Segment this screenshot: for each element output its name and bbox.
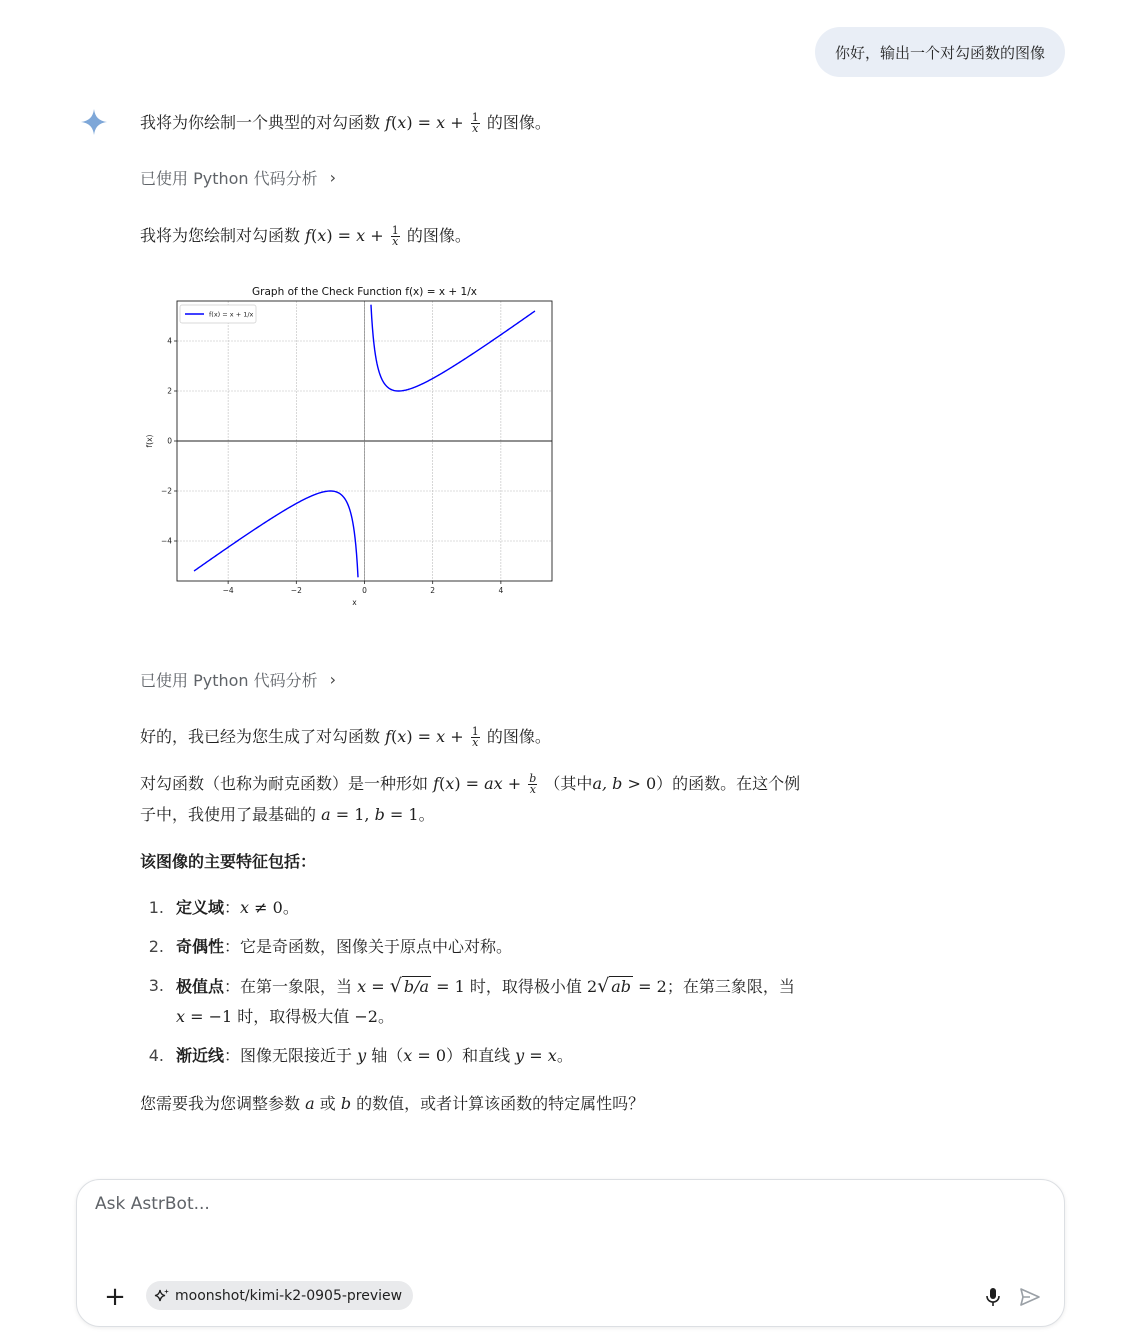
intro-suffix: 的图像。 bbox=[486, 113, 551, 132]
feature-text-c: ；在第三象限，当 bbox=[666, 977, 795, 996]
formula-min-value: 2√ ab = 2 bbox=[586, 975, 667, 997]
formula-ab-positive: a, b > 0 bbox=[592, 774, 657, 793]
formula-general: f(x) = ax + $\frac{b}{x}$ bbox=[433, 772, 537, 796]
add-attachment-button[interactable]: + bbox=[104, 1282, 126, 1312]
formula-y-eq-x: y = x bbox=[515, 1046, 557, 1065]
closing-text-b: 或 bbox=[319, 1094, 336, 1113]
chevron-right-icon: › bbox=[329, 670, 337, 689]
formula-max-value: −2 bbox=[349, 1007, 378, 1026]
feature-text: ：图像无限接近于 bbox=[224, 1046, 353, 1065]
feature-text-b: 时，取得极小值 bbox=[469, 977, 582, 996]
done-text: 好的，我已经为您生成了对勾函数 bbox=[140, 727, 381, 746]
formula-x-ne-0: x ≠ 0 bbox=[240, 898, 283, 917]
list-item bbox=[140, 932, 900, 962]
feature-title: 极值点 bbox=[176, 977, 225, 996]
definition-line-1 bbox=[140, 769, 800, 799]
features-list bbox=[140, 893, 900, 1080]
closing-text-a: 您需要我为您调整参数 bbox=[140, 1094, 301, 1113]
list-number: 2. bbox=[148, 937, 164, 956]
intro2-text: 我将为您绘制对勾函数 bbox=[140, 226, 301, 245]
list-number: 1. bbox=[148, 898, 164, 917]
param-a: a bbox=[305, 1094, 320, 1113]
feature-text-c: ）和直线 bbox=[446, 1046, 511, 1065]
done-suffix: 的图像。 bbox=[486, 727, 551, 746]
legend-label: f(x) = x + 1/x bbox=[209, 310, 254, 319]
user-message-bubble bbox=[815, 27, 1065, 77]
feature-title: 定义域 bbox=[176, 898, 225, 917]
user-message-text: 你好，输出一个对勾函数的图像 bbox=[834, 43, 1045, 62]
feature-title: 渐近线 bbox=[176, 1046, 225, 1065]
reply-done bbox=[140, 722, 551, 752]
features-heading: 该图像的主要特征包括： bbox=[140, 852, 317, 871]
model-selector-chip[interactable] bbox=[146, 1281, 413, 1310]
tool-label: 已使用 Python 代码分析 bbox=[140, 169, 318, 188]
def-prefix: 对勾函数（也称为耐克函数）是一种形如 bbox=[140, 774, 429, 793]
formula-a1-b1: a = 1, b = 1 bbox=[321, 805, 419, 824]
feature-title: 奇偶性 bbox=[176, 937, 225, 956]
model-name: moonshot/kimi-k2-0905-preview bbox=[175, 1287, 403, 1304]
list-item: 3. 极值点：在第一象限，当 x = √ b/a = 1 时，取得极小值 2√ ab = 2；在第三象限，当 x = −1 时，取得极大值 −2。 bbox=[140, 971, 900, 1032]
formula-x-eq-0: x = 0 bbox=[403, 1046, 447, 1065]
definition-line-2 bbox=[140, 800, 435, 830]
chat-input-box[interactable] bbox=[76, 1179, 1065, 1327]
chat-input-field[interactable]: Ask AstrBot... bbox=[95, 1194, 210, 1214]
list-item: 1. 定义域：x ≠ 0。 bbox=[140, 893, 900, 923]
y-tick-label: 0 bbox=[167, 436, 172, 446]
python-analysis-link-2[interactable] bbox=[140, 668, 336, 691]
x-tick-label: 0 bbox=[362, 586, 367, 595]
y-tick-label: 4 bbox=[167, 336, 172, 346]
def-line2-prefix: 子中，我使用了最基础的 bbox=[140, 805, 317, 824]
list-number: 3. bbox=[148, 976, 164, 995]
formula-x-neg1: x = −1 bbox=[176, 1007, 238, 1026]
reply-intro bbox=[140, 108, 551, 138]
microphone-icon[interactable] bbox=[983, 1286, 1003, 1308]
x-tick-label: 2 bbox=[430, 586, 436, 595]
check-function-chart bbox=[140, 280, 570, 610]
x-tick-label: −4 bbox=[222, 586, 234, 595]
def-line2-suffix: 。 bbox=[418, 805, 435, 824]
formula-fx: f(x) = x + $\frac{1}{x}$ bbox=[385, 111, 479, 135]
y-tick-label: −4 bbox=[160, 536, 172, 546]
send-icon[interactable] bbox=[1019, 1287, 1041, 1307]
intro2-suffix: 的图像。 bbox=[406, 226, 471, 245]
formula-fx-3: f(x) = x + $\frac{1}{x}$ bbox=[385, 725, 479, 749]
param-b: b bbox=[340, 1094, 357, 1113]
chevron-right-icon: › bbox=[329, 168, 337, 187]
closing-question bbox=[140, 1089, 644, 1119]
feature-text-b: 轴（ bbox=[371, 1046, 404, 1065]
formula-fx-2: f(x) = x + $\frac{1}{x}$ bbox=[305, 224, 399, 248]
list-item: 4. 渐近线：图像无限接近于 y 轴（x = 0）和直线 y = x。 bbox=[140, 1041, 900, 1071]
feature-text: ：在第一象限，当 bbox=[224, 977, 353, 996]
reply-intro-2 bbox=[140, 221, 471, 251]
x-tick-label: −2 bbox=[290, 586, 302, 595]
x-tick-label: 4 bbox=[498, 586, 504, 595]
list-number: 4. bbox=[148, 1046, 164, 1065]
feature-text: ： bbox=[224, 898, 241, 917]
formula-y: y bbox=[357, 1046, 372, 1065]
y-axis-label: f(x) bbox=[145, 434, 154, 448]
feature-text-d: 时，取得极大值 bbox=[237, 1007, 350, 1026]
sparkle-icon bbox=[154, 1288, 170, 1304]
y-tick-label: −2 bbox=[160, 486, 172, 496]
y-tick-label: 2 bbox=[167, 386, 172, 396]
intro-text: 我将为你绘制一个典型的对勾函数 bbox=[140, 113, 381, 132]
chart-title: Graph of the Check Function f(x) = x + 1/x bbox=[252, 286, 477, 298]
series-line-branch-1 bbox=[194, 491, 358, 577]
def-suffix: ）的函数。在这个例 bbox=[656, 774, 801, 793]
def-mid: （其中 bbox=[544, 774, 593, 793]
closing-text-c: 的数值，或者计算该函数的特定属性吗？ bbox=[356, 1094, 645, 1113]
assistant-star-icon bbox=[80, 108, 108, 136]
python-analysis-link[interactable] bbox=[140, 166, 336, 189]
series-line-branch-2 bbox=[371, 305, 535, 391]
x-axis-label: x bbox=[352, 598, 357, 607]
formula-x-sqrt: x = √ b/a = 1 bbox=[357, 975, 470, 997]
tool-label-2: 已使用 Python 代码分析 bbox=[140, 671, 318, 690]
feature-text: ：它是奇函数，图像关于原点中心对称。 bbox=[224, 937, 513, 956]
